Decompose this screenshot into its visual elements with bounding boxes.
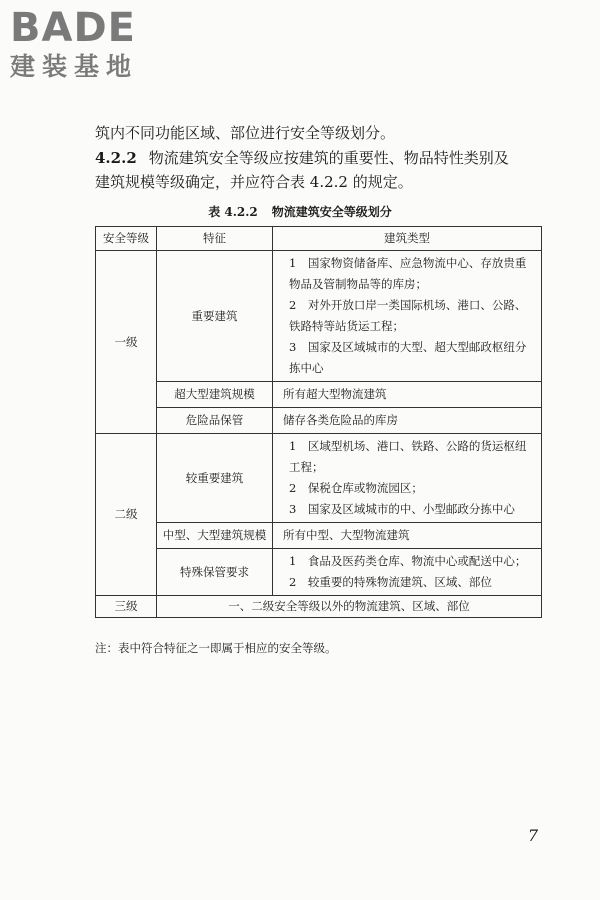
clause-number: 4.2.2	[95, 149, 137, 167]
table-row	[96, 596, 542, 618]
type-item: 3 国家及区域城市的大型、超大型邮政枢纽分拣中心	[289, 340, 527, 375]
type-item: 1 国家物资储备库、应急物流中心、存放贵重物品及管制物品等的库房；	[289, 256, 527, 291]
type-cell: 所有超大型物流建筑	[273, 382, 542, 408]
clause-line-2: 建筑规模等级确定，并应符合表 4.2.2 的规定。	[95, 173, 413, 191]
safety-grade-table	[95, 226, 542, 618]
clause-line-1	[95, 146, 555, 170]
type-cell: 储存各类危险品的库房	[273, 408, 542, 434]
type-item: 3 国家及区域城市的中、小型邮政分拣中心	[289, 502, 515, 516]
type-cell	[273, 549, 542, 596]
table-row	[96, 408, 542, 434]
body-line-1: 筑内不同功能区域、部位进行安全等级划分。	[95, 124, 396, 142]
feature-cell: 危险品保管	[157, 408, 273, 434]
table-row	[96, 523, 542, 549]
feature-cell: 较重要建筑	[157, 434, 273, 523]
type-cell	[273, 434, 542, 523]
feature-cell: 超大型建筑规模	[157, 382, 273, 408]
logo-subtitle: 建装基地	[10, 52, 139, 81]
feature-cell: 中型、大型建筑规模	[157, 523, 273, 549]
type-item: 2 较重要的特殊物流建筑、区域、部位	[289, 575, 492, 589]
header-type: 建筑类型	[273, 227, 542, 251]
table-row	[96, 434, 542, 523]
type-item: 1 区域型机场、港口、铁路、公路的货运枢纽工程；	[289, 439, 527, 474]
type-cell: 所有中型、大型物流建筑	[273, 523, 542, 549]
logo	[10, 6, 138, 82]
table-row	[96, 382, 542, 408]
level-cell: 二级	[96, 434, 157, 596]
table-caption	[0, 203, 600, 220]
table-header-row	[96, 227, 542, 251]
page-number: 7	[527, 826, 538, 845]
clause-text-1: 物流建筑安全等级应按建筑的重要性、物品特性类别及	[148, 149, 509, 167]
feature-cell: 重要建筑	[157, 251, 273, 382]
level-cell: 三级	[96, 596, 157, 618]
level-cell: 一级	[96, 251, 157, 434]
type-cell	[273, 251, 542, 382]
merged-type-cell: 一、二级安全等级以外的物流建筑、区域、部位	[157, 596, 542, 618]
table-caption-title: 物流建筑安全等级划分	[271, 205, 392, 219]
type-item: 1 食品及医药类仓库、物流中心或配送中心；	[289, 554, 527, 568]
type-item: 2 对外开放口岸一类国际机场、港口、公路、铁路特等站货运工程；	[289, 298, 527, 333]
table-caption-number: 表 4.2.2	[208, 205, 258, 219]
table-row	[96, 251, 542, 382]
header-feature: 特征	[157, 227, 273, 251]
header-level: 安全等级	[96, 227, 157, 251]
type-item: 2 保税仓库或物流园区；	[289, 481, 423, 495]
feature-cell: 特殊保管要求	[157, 549, 273, 596]
table-row	[96, 549, 542, 596]
logo-brand: BADE	[10, 5, 136, 51]
table-note: 注：表中符合特征之一即属于相应的安全等级。	[95, 641, 337, 655]
